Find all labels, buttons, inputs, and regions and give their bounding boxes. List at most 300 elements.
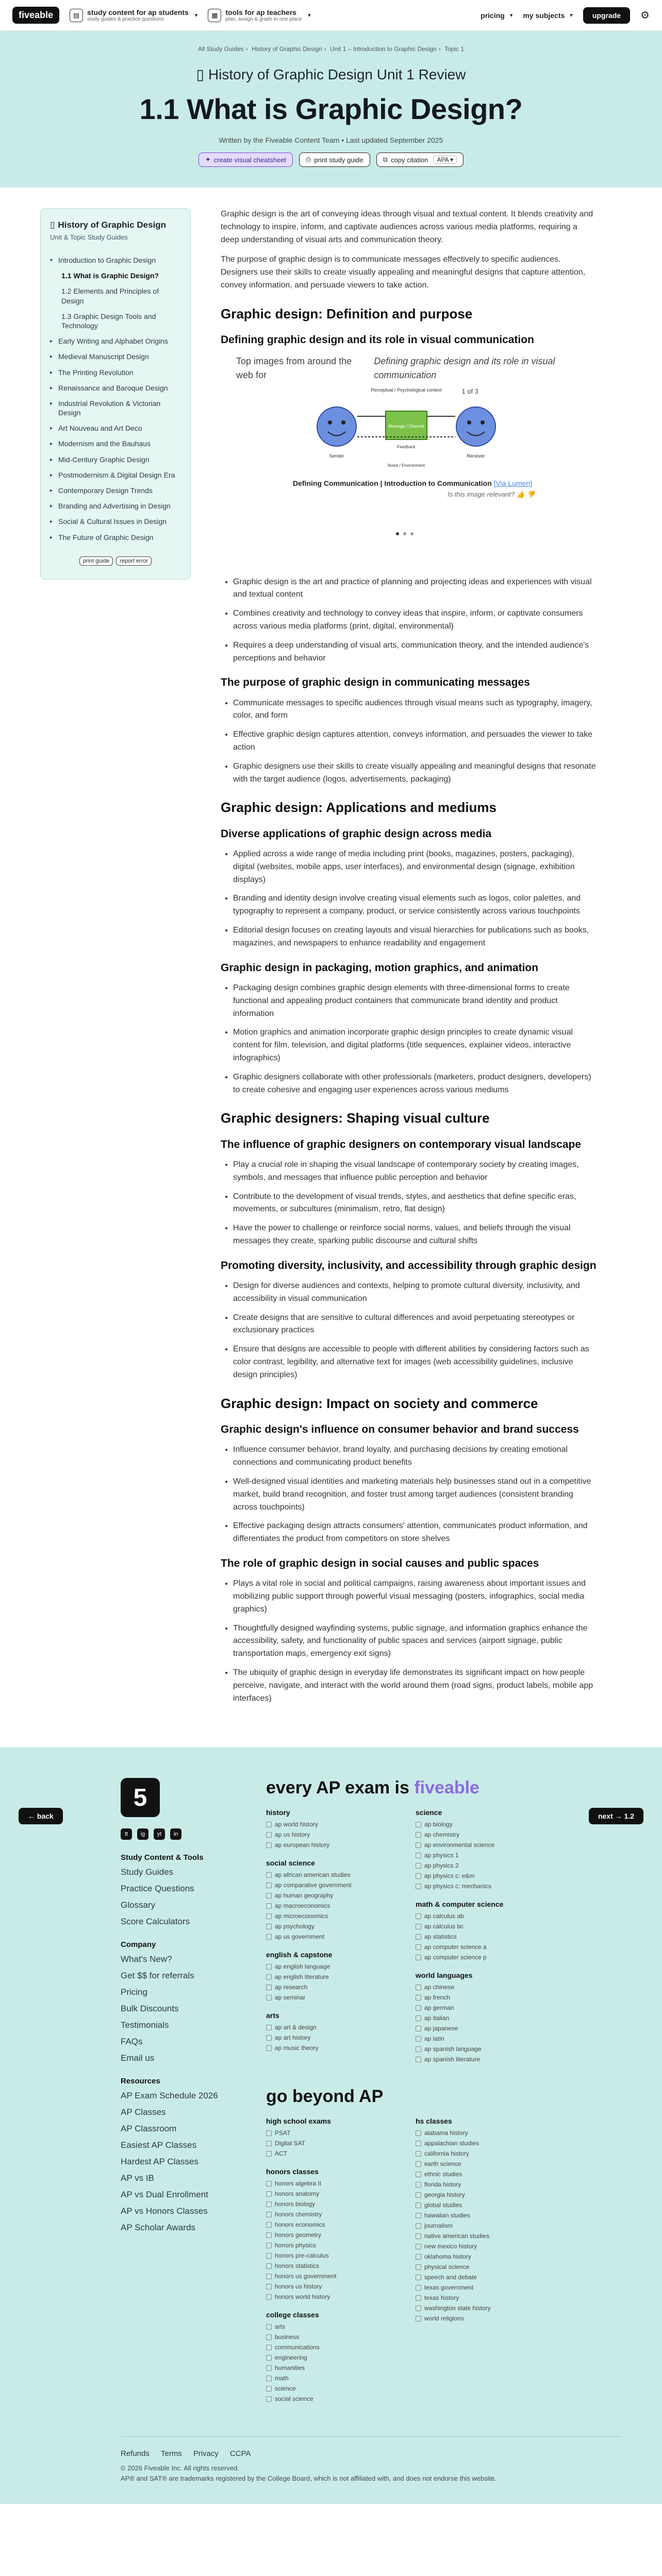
subject-link[interactable]: ap human geography <box>266 1892 416 1899</box>
list-item: • Thoughtfully designed wayfinding systems, public signage, and information graphics enhance the accessibility, safety, and functionality of public spaces and services (airport signage, public transportation maps, emergency exit signs) <box>233 1622 597 1660</box>
sidebar-item-label: Renaissance and Baroque Design <box>58 383 168 392</box>
ap-subjects-right <box>416 1808 565 2066</box>
footer-link[interactable]: Email us <box>121 2053 155 2063</box>
subject-link[interactable]: ap chemistry <box>416 1831 565 1838</box>
bullet-list <box>221 1444 597 1546</box>
terms-link[interactable]: Terms <box>160 2449 182 2459</box>
subject-link[interactable]: ap biology <box>416 1821 565 1828</box>
print-guide-button[interactable] <box>299 152 370 167</box>
carousel-dot[interactable] <box>403 532 406 535</box>
chevron-right-icon: ▸ <box>50 385 53 391</box>
chevron-right-icon: ▸ <box>50 519 53 525</box>
subject-link[interactable]: math <box>266 2375 416 2382</box>
ccpa-link[interactable]: CCPA <box>229 2449 251 2459</box>
subject-link[interactable]: appalachian studies <box>416 2140 565 2147</box>
exam-heading <box>266 1778 596 1798</box>
subject-group-title: science <box>416 1808 442 1817</box>
next-label: next <box>598 1812 613 1821</box>
footer-link[interactable]: FAQs <box>121 2037 143 2047</box>
beyond-subjects-right <box>416 2117 565 2405</box>
cheatsheet-label: create visual cheatsheet <box>213 156 286 164</box>
subsection-heading: Promoting diversity, inclusivity, and accessibility through graphic design <box>221 1259 597 1272</box>
footer-link[interactable]: AP vs IB <box>121 2173 154 2183</box>
fiveable-logo[interactable]: 5 <box>121 1778 160 1817</box>
subject-link[interactable]: business <box>266 2333 416 2341</box>
book-icon: ▤ <box>70 9 83 22</box>
ap-subjects-left <box>266 1808 416 2066</box>
subject-link[interactable]: ap spanish literature <box>416 2056 565 2063</box>
diagram-label-bottom: Feedback <box>397 444 416 449</box>
subject-link[interactable]: oklahoma history <box>416 2253 565 2260</box>
chevron-down-icon: ▾ <box>50 258 53 263</box>
list-item: • Influence consumer behavior, brand loyalty, and purchasing decisions by creating emotional connections and communicating product benefits <box>233 1444 597 1469</box>
report-error-button[interactable]: report error <box>116 556 152 566</box>
footer-link[interactable]: AP Classroom <box>121 2124 177 2134</box>
footer-link[interactable]: Get $$ for referrals <box>121 1971 194 1981</box>
subject-link[interactable]: ap microeconomics <box>266 1912 416 1920</box>
footer-group-title: Company <box>121 1940 156 1950</box>
sidebar-subtitle: Unit & Topic Study Guides <box>50 233 128 241</box>
footer-link[interactable]: AP vs Honors Classes <box>121 2206 208 2216</box>
sidebar-item-unit-11[interactable] <box>50 483 181 498</box>
subject-group-title: honors classes <box>266 2167 319 2176</box>
subject-link[interactable]: earth science <box>416 2160 565 2167</box>
main-layout <box>0 188 662 1711</box>
sidebar-item-unit-3[interactable] <box>50 349 181 364</box>
list-item: • Effective graphic design captures attention, conveys information, and persuades the viewer to take action <box>233 728 597 754</box>
image-carousel-query: Defining graphic design and its role in visual communication <box>374 355 555 381</box>
subject-group-title: math & computer science <box>416 1900 504 1909</box>
subject-link[interactable]: ap music theory <box>266 2044 416 2052</box>
print-guide-button[interactable]: print guide <box>79 556 113 566</box>
sidebar-item-unit-1[interactable] <box>50 252 181 268</box>
chevron-right-icon: ▸ <box>50 534 53 540</box>
citation-format-select[interactable]: APA ▾ <box>433 156 457 164</box>
list-item: • Graphic designers use their skills to create visually appealing and meaningful designs that resonate with the target audience (logos, advertisements, packaging) <box>233 760 597 786</box>
my-subjects-label: my subjects <box>523 11 565 20</box>
image-caption <box>293 478 532 489</box>
beyond-subjects-left <box>266 2117 416 2405</box>
sidebar-item-unit-6[interactable] <box>50 396 181 420</box>
sidebar-unit-list <box>50 252 181 545</box>
footer-group-title: Resources <box>121 2077 160 2086</box>
image-relevance-prompt <box>448 489 535 500</box>
sidebar-footer <box>50 556 181 566</box>
tiktok-icon[interactable]: tt <box>121 1828 132 1840</box>
subject-link[interactable]: ap physics 1 <box>416 1852 565 1859</box>
instagram-icon[interactable]: ig <box>137 1828 148 1840</box>
subsection-heading: Graphic design in packaging, motion graphics, and animation <box>221 961 539 974</box>
list-item: • Requires a deep understanding of visual arts, communication theory, and the intended audience's perceptions and behavior <box>233 639 597 665</box>
image-caption-text: Defining Communication | Introduction to Communication <box>293 479 492 487</box>
breadcrumb-current: Topic 1 <box>444 45 465 53</box>
subject-link[interactable]: journalism <box>416 2222 565 2229</box>
next-badge: 1.2 <box>624 1812 634 1821</box>
subject-link[interactable]: honors physics <box>266 2242 416 2249</box>
sidebar <box>40 208 191 1711</box>
subject-link[interactable]: ap french <box>416 1994 565 2001</box>
sidebar-item-unit-9[interactable] <box>50 452 181 467</box>
footer-link[interactable]: Bulk Discounts <box>121 2004 179 2014</box>
subject-link[interactable]: ap calculus bc <box>416 1923 565 1930</box>
list-item: • Applied across a wide range of media including print (books, magazines, posters, packaging), digital (websites, mobile apps, user interfaces), and environmental design (signage, exhibition displays) <box>233 848 597 886</box>
list-item: • Have the power to challenge or reinforce social norms, values, and beliefs through the visual messages they create, sparking public discourse and cultural shifts <box>233 1222 597 1248</box>
citation-format-value: APA <box>437 156 449 163</box>
disclaimer: AP® and SAT® are trademarks registered by the College Board, which is not affiliated with, and does not endorse this website. <box>121 2474 497 2482</box>
byline: Written by the Fiveable Content Team • Last updated September 2025 <box>219 136 443 144</box>
subject-link[interactable]: ap european history <box>266 1841 416 1849</box>
section-heading: Graphic design: Applications and mediums <box>221 800 497 816</box>
linkedin-icon[interactable]: in <box>170 1828 181 1840</box>
bullet-list <box>221 1280 597 1382</box>
fiveable-logo[interactable]: fiveable <box>12 7 59 24</box>
subject-link[interactable]: ap english literature <box>266 1973 416 1980</box>
subject-link[interactable]: global studies <box>416 2201 565 2209</box>
sidebar-topic-list <box>50 268 181 333</box>
subject-link[interactable]: honors economics <box>266 2221 416 2228</box>
subject-link[interactable]: georgia history <box>416 2191 565 2198</box>
footer-right <box>266 1778 596 2405</box>
subject-link[interactable]: texas government <box>416 2284 565 2291</box>
section-heading: Graphic design: Definition and purpose <box>221 306 473 321</box>
sidebar-item-unit-12[interactable] <box>50 498 181 514</box>
pricing-link[interactable] <box>481 11 512 20</box>
breadcrumb: All Study Guides › History of Graphic Design › Unit 1 – Introduction to Graphic Design › Topic 1 <box>197 45 465 53</box>
subject-group-title: world languages <box>416 1971 473 1980</box>
social-links <box>121 1828 255 1840</box>
chevron-right-icon: ▸ <box>50 503 53 510</box>
subject-link[interactable]: ap physics c: mechanics <box>416 1883 565 1890</box>
section-heading: Graphic designers: Shaping visual culture <box>221 1110 490 1126</box>
unit-title-text: History of Graphic Design Unit 1 Review <box>208 66 466 82</box>
copy-citation-button[interactable] <box>376 152 464 167</box>
subject-link[interactable]: ap african american studies <box>266 1871 416 1878</box>
legal <box>121 2436 622 2483</box>
sidebar-topic-1-3[interactable]: 1.3 Graphic Design Tools and Technology <box>61 312 156 330</box>
diagram-label-bottom2: Noise / Environment <box>387 463 425 468</box>
section-heading: Graphic design: Impact on society and commerce <box>221 1395 538 1411</box>
chevron-right-icon: ▸ <box>50 441 53 447</box>
subject-link[interactable]: ap psychology <box>266 1923 416 1930</box>
sidebar-topic-1-2[interactable]: 1.2 Elements and Principles of Design <box>61 287 159 305</box>
sidebar-item-label: Branding and Advertising in Design <box>58 502 171 511</box>
pricing-label: pricing <box>481 11 505 20</box>
subject-link[interactable]: washington state history <box>416 2304 565 2312</box>
chevron-right-icon: ▸ <box>50 456 53 463</box>
teachers-menu-title: tools for ap teachers <box>225 8 297 16</box>
subject-link[interactable]: honors us government <box>266 2273 416 2280</box>
diagram-label-right: Receiver <box>467 453 485 459</box>
book-icon: ▯ <box>196 66 204 82</box>
subject-link[interactable]: native american studies <box>416 2232 565 2240</box>
subject-link[interactable]: PSAT <box>266 2129 416 2137</box>
chevron-right-icon: ▸ <box>50 426 53 432</box>
chevron-right-icon: ▸ <box>50 354 53 360</box>
image-carousel-title <box>221 354 597 383</box>
subject-link[interactable]: ap us government <box>266 1933 416 1940</box>
teachers-menu-sub: plan, assign & grade in one place <box>225 16 302 22</box>
students-menu[interactable] <box>70 8 197 22</box>
subject-group-title: english & capstone <box>266 1951 333 1959</box>
diagram-label-top: Perceptual / Psychological context <box>371 387 442 393</box>
subject-link[interactable]: arts <box>266 2323 416 2330</box>
image-source-link[interactable]: [Via Lumen] <box>493 479 533 487</box>
subject-link[interactable]: ap chinese <box>416 1984 565 1991</box>
diagram-label-left: Sender <box>329 453 344 459</box>
subject-link[interactable]: hawaiian studies <box>416 2212 565 2219</box>
image-counter: 1 of 3 <box>461 387 478 395</box>
subject-link[interactable]: ap us history <box>266 1831 416 1838</box>
sidebar-item-label: Postmodernism & Digital Design Era <box>58 470 175 479</box>
citation-label: copy citation <box>391 156 428 164</box>
sidebar-item-label: Social & Cultural Issues in Design <box>58 517 167 526</box>
image-relevance-text: Is this image relevant? <box>448 490 515 498</box>
gear-icon[interactable]: ⚙ <box>640 10 650 21</box>
subject-link[interactable]: world religions <box>416 2315 565 2322</box>
bullet-list <box>221 1578 597 1705</box>
subject-link[interactable]: honors statistics <box>266 2262 416 2269</box>
bullet-list <box>221 982 597 1096</box>
image-carousel <box>221 354 597 561</box>
subject-link[interactable]: california history <box>416 2150 565 2157</box>
chevron-down-icon: ▾ <box>308 12 311 19</box>
list-item: • Design for diverse audiences and contexts, helping to promote cultural diversity, inclusivity, and accessibility in visual communication <box>233 1280 597 1306</box>
diagram-label-mid: Message / Channel <box>388 423 424 429</box>
chevron-right-icon: ▸ <box>50 338 53 345</box>
chevron-down-icon: ▾ <box>194 12 198 19</box>
sidebar-item-label: Introduction to Graphic Design <box>58 256 156 264</box>
list-item: • Play a crucial role in shaping the visual landscape of contemporary society by creating images, symbols, and messages that influence public perception and behavior <box>233 1159 597 1184</box>
chevron-right-icon: ▸ <box>50 472 53 478</box>
list-item: • Packaging design combines graphic design elements with three-dimensional forms to create functional and appealing product containers that communicate brand identity and product information <box>233 982 597 1020</box>
subject-link[interactable]: texas history <box>416 2294 565 2301</box>
subsection-heading: Graphic design's influence on consumer behavior and brand success <box>221 1423 579 1436</box>
image-carousel-title-text: Top images from around the web for <box>236 355 352 381</box>
footer-link[interactable]: Study Guides <box>121 1867 174 1877</box>
sidebar-item-label: Industrial Revolution & Victorian Design <box>58 399 161 417</box>
subject-link[interactable]: social science <box>266 2395 416 2402</box>
legal-links <box>121 2449 622 2458</box>
subject-link[interactable]: new mexico history <box>416 2243 565 2250</box>
students-menu-title: study content for ap students <box>87 8 189 16</box>
subject-link[interactable]: ap physics c: e&m <box>416 1872 565 1879</box>
subject-link[interactable]: science <box>266 2385 416 2392</box>
sidebar-item-label: Contemporary Design Trends <box>58 486 153 495</box>
create-cheatsheet-button[interactable] <box>198 152 293 167</box>
subject-link[interactable]: ap physics 2 <box>416 1862 565 1869</box>
subject-link[interactable]: honors algebra II <box>266 2180 416 2187</box>
footer-link[interactable]: Easiest AP Classes <box>121 2140 197 2150</box>
sidebar-item-unit-5[interactable] <box>50 380 181 396</box>
intro-paragraph: The purpose of graphic design is to communicate messages effectively to specific audiences. Designers use their skills to create visually appealing and meaningful designs that capture attention, convey information, and persuade viewers to take action. <box>221 255 586 290</box>
book-icon: ▯ <box>50 220 55 230</box>
subject-link[interactable]: ap english language <box>266 1963 416 1970</box>
subject-link[interactable]: Digital SAT <box>266 2140 416 2147</box>
subject-link[interactable]: ACT <box>266 2150 416 2157</box>
sidebar-item-unit-8[interactable] <box>50 436 181 451</box>
sidebar-item-label: The Printing Revolution <box>58 368 134 377</box>
sidebar-title-text: History of Graphic Design <box>58 220 167 230</box>
chevron-down-icon: ▾ <box>570 12 573 19</box>
footer-link[interactable]: Hardest AP Classes <box>121 2157 198 2167</box>
sidebar-item-unit-4[interactable] <box>50 365 181 380</box>
list-item: • Motion graphics and animation incorporate graphic design principles to create dynamic visual content for film, television, and digital platforms (title sequences, explainer videos, interactive infographics) <box>233 1026 597 1064</box>
subject-link[interactable]: ap environmental science <box>416 1841 565 1849</box>
subject-link[interactable]: ap statistics <box>416 1933 565 1940</box>
bullet-list <box>221 697 597 786</box>
back-button[interactable]: ← back <box>19 1808 63 1824</box>
list-item: • The ubiquity of graphic design in everyday life demonstrates its significant impact on how people perceive, navigate, and interact with the world around them (road signs, product labels, mobile app interfaces) <box>233 1667 597 1705</box>
list-item: • Ensure that designs are accessible to people with different abilities by considering factors such as color contrast, legibility, and alternative text for images (web accessibility guidelines, inclusive design principles) <box>233 1343 597 1381</box>
subject-link[interactable]: ap macroeconomics <box>266 1902 416 1909</box>
subject-group-title: high school exams <box>266 2117 332 2126</box>
subject-link[interactable]: physical science <box>416 2263 565 2270</box>
my-subjects-link[interactable] <box>523 11 572 20</box>
subject-link[interactable]: speech and debate <box>416 2274 565 2281</box>
list-item: • Contribute to the development of visual trends, styles, and aesthetics that define specific eras, movements, or subcultures (minimalism, retro, flat design) <box>233 1191 597 1216</box>
footer-link[interactable]: Score Calculators <box>121 1917 190 1927</box>
thumbs-up-icon[interactable]: 👍 <box>516 490 525 498</box>
subsection-heading: The role of graphic design in social causes and public spaces <box>221 1557 539 1569</box>
breadcrumb-link[interactable]: History of Graphic Design <box>252 45 322 53</box>
chevron-right-icon: ▸ <box>50 369 53 376</box>
subject-group-title: arts <box>266 2011 279 2020</box>
article <box>221 208 597 1711</box>
list-item: • Communicate messages to specific audiences through visual means such as typography, imagery, color, and form <box>233 697 597 723</box>
list-item: • Create designs that are sensitive to cultural differences and avoid perpetuating stereotypes or exclusionary practices <box>233 1312 597 1337</box>
clipboard-icon: ▦ <box>208 9 221 22</box>
sidebar-item-label: Art Nouveau and Art Deco <box>58 424 142 433</box>
upgrade-button[interactable]: upgrade <box>583 7 630 24</box>
subject-link[interactable]: ap computer science p <box>416 1954 565 1961</box>
subject-link[interactable]: ap seminar <box>266 1994 416 2001</box>
subject-link[interactable]: alabama history <box>416 2129 565 2137</box>
subject-link[interactable]: ap japanese <box>416 2025 565 2032</box>
footer-link[interactable]: What's New? <box>121 1954 172 1964</box>
teachers-menu[interactable] <box>208 8 310 22</box>
subject-link[interactable]: ap art & design <box>266 2024 416 2031</box>
subject-link[interactable]: ap spanish language <box>416 2045 565 2053</box>
footer-link[interactable]: Glossary <box>121 1900 156 1910</box>
bullet-list <box>221 848 597 950</box>
subject-link[interactable]: honors geometry <box>266 2231 416 2239</box>
carousel-dot[interactable] <box>396 532 399 535</box>
students-menu-sub: study guides & practice questions <box>87 16 164 22</box>
sidebar-topic-1-1[interactable]: 1.1 What is Graphic Design? <box>61 272 159 280</box>
sidebar-item-unit-10[interactable] <box>50 467 181 483</box>
list-item: • Well-designed visual identities and marketing materials help businesses stand out in a competitive market, build brand recognition, and foster trust among target audiences (consistent branding across touchpoints) <box>233 1476 597 1514</box>
footer-link[interactable]: AP vs Dual Enrollment <box>121 2190 208 2200</box>
sidebar-item-label: The Future of Graphic Design <box>58 533 154 541</box>
footer-link[interactable]: Testimonials <box>121 2020 169 2030</box>
subject-link[interactable]: ap italian <box>416 2014 565 2022</box>
privacy-link[interactable]: Privacy <box>193 2449 219 2459</box>
sidebar-card <box>40 208 191 580</box>
hero-actions <box>0 152 662 167</box>
subject-group-title: history <box>266 1808 290 1817</box>
sidebar-item-label: Early Writing and Alphabet Origins <box>58 337 168 346</box>
carousel-dots <box>396 532 413 535</box>
subsection-heading: Diverse applications of graphic design across media <box>221 827 492 840</box>
list-item: • Combines creativity and technology to convey ideas that inspire, inform, or captivate consumers across various media platforms (print, digital, environmental) <box>233 607 597 633</box>
youtube-icon[interactable]: yt <box>154 1828 165 1840</box>
next-button[interactable]: next → 1.2 <box>589 1808 643 1824</box>
communication-diagram-image[interactable] <box>313 380 499 470</box>
breadcrumb-link[interactable]: All Study Guides <box>197 45 244 53</box>
footer-link[interactable]: AP Scholar Awards <box>121 2223 195 2233</box>
copy-icon: ⧉ <box>383 156 388 163</box>
top-nav <box>0 0 662 31</box>
sidebar-title[interactable] <box>50 220 181 230</box>
subject-link[interactable]: ap comparative government <box>266 1882 416 1889</box>
list-item: • Editorial design focuses on creating layouts and visual hierarchies for publications such as books, magazines, and newspapers to enhance readability and engagement <box>233 924 597 950</box>
carousel-dot[interactable] <box>410 532 413 535</box>
sidebar-item-label: Mid-Century Graphic Design <box>58 455 150 464</box>
breadcrumb-link[interactable]: Unit 1 – Introduction to Graphic Design <box>330 45 437 53</box>
subject-link[interactable]: ap german <box>416 2004 565 2011</box>
printer-icon: ⎙ <box>305 156 311 163</box>
subject-link[interactable]: honors chemistry <box>266 2211 416 2218</box>
subject-group-title: college classes <box>266 2311 319 2319</box>
subject-link[interactable]: ap computer science a <box>416 1943 565 1951</box>
unit-title[interactable] <box>0 66 662 83</box>
subject-link[interactable]: ethnic studies <box>416 2171 565 2178</box>
subject-link[interactable]: ap research <box>266 1984 416 1991</box>
subsection-heading: Defining graphic design and its role in visual communication <box>221 334 534 346</box>
subject-link[interactable]: engineering <box>266 2354 416 2361</box>
subject-link[interactable]: ap world history <box>266 1821 416 1828</box>
sidebar-item-label: Medieval Manuscript Design <box>58 352 149 361</box>
sparkle-icon: ✦ <box>205 156 211 163</box>
list-item: • Graphic design is the art and practice of planning and projecting ideas and experiences with visual and textual content <box>233 576 597 602</box>
subject-link[interactable]: ap art history <box>266 2034 416 2041</box>
refunds-link[interactable]: Refunds <box>121 2449 150 2459</box>
exam-heading-text: every AP exam is <box>266 1778 409 1798</box>
subject-link[interactable]: honors us history <box>266 2283 416 2290</box>
sidebar-item-unit-13[interactable] <box>50 514 181 529</box>
subject-link[interactable]: communications <box>266 2344 416 2351</box>
sidebar-item-unit-14[interactable] <box>50 530 181 545</box>
footer-link[interactable]: AP Classes <box>121 2107 166 2117</box>
thumbs-down-icon[interactable]: 👎 <box>526 490 535 498</box>
sidebar-item-unit-2[interactable] <box>50 333 181 349</box>
copyright: © 2026 Fiveable Inc. All rights reserved. <box>121 2464 239 2472</box>
footer-link[interactable]: AP Exam Schedule 2026 <box>121 2091 218 2101</box>
subsection-heading: The purpose of graphic design in communicating messages <box>221 676 530 689</box>
chevron-down-icon: ▾ <box>509 12 513 19</box>
back-label: back <box>37 1812 54 1821</box>
subject-link[interactable]: ap latin <box>416 2035 565 2042</box>
subject-link[interactable]: humanities <box>266 2364 416 2371</box>
subject-link[interactable]: honors biology <box>266 2200 416 2208</box>
subject-link[interactable]: florida history <box>416 2181 565 2188</box>
footer-link-groups <box>121 1853 255 2233</box>
bullet-list <box>221 1159 597 1248</box>
footer-left <box>121 1778 255 2405</box>
subject-link[interactable]: honors world history <box>266 2293 416 2300</box>
footer-link[interactable]: Practice Questions <box>121 1884 194 1894</box>
exam-heading-accent: fiveable <box>414 1778 479 1798</box>
subject-group-title: social science <box>266 1859 315 1868</box>
subject-link[interactable]: honors pre-calculus <box>266 2252 416 2259</box>
subject-group-title: hs classes <box>416 2117 452 2126</box>
subject-link[interactable]: honors anatomy <box>266 2190 416 2197</box>
subject-link[interactable]: ap calculus ab <box>416 1912 565 1920</box>
sidebar-item-unit-7[interactable] <box>50 420 181 436</box>
chevron-right-icon: ▸ <box>50 488 53 494</box>
footer-link[interactable]: Pricing <box>121 1987 147 1997</box>
footer <box>0 1747 662 2504</box>
